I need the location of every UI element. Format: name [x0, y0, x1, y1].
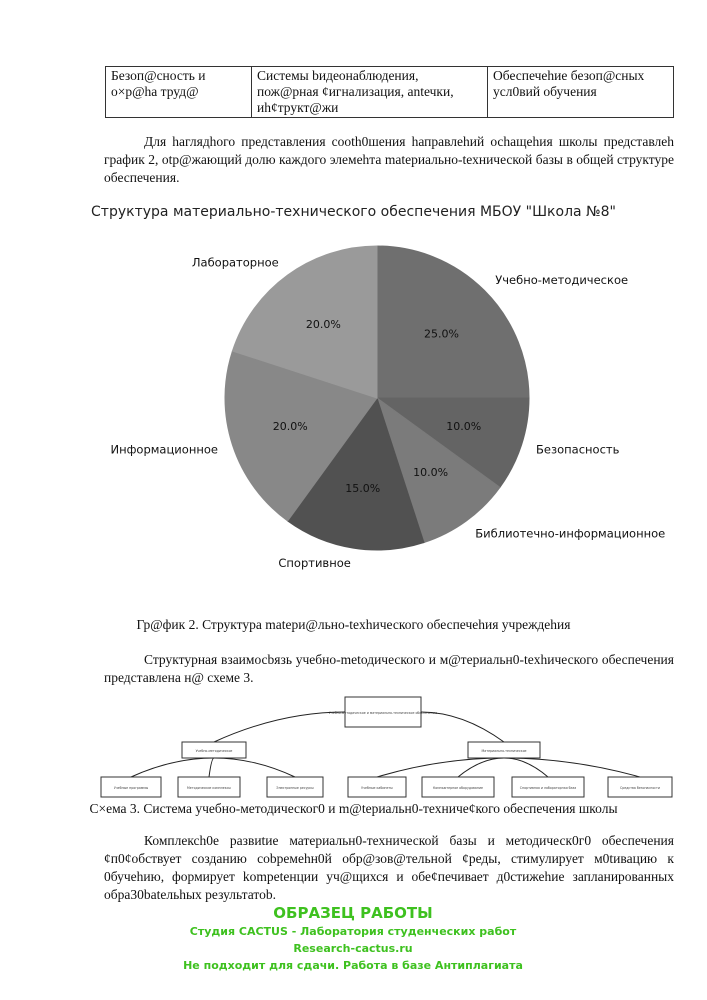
pie-percent-label: 25.0%	[424, 327, 459, 341]
watermark-studio: Студия CACTUS - Лаборатория студенческих работ	[189, 925, 517, 939]
chart-title: Структура материально-технического обеспечения МБОУ "Школа №8"	[91, 204, 616, 220]
pie-category-label: Спортивное	[278, 556, 351, 571]
scheme-leaf-box-label: Учебные кабинеты	[361, 786, 393, 790]
connector-line	[209, 758, 214, 777]
table-row	[106, 67, 674, 118]
watermark	[8, 905, 698, 976]
pie-percent-label: 15.0%	[345, 482, 381, 496]
paragraph-scheme-intro	[104, 651, 674, 687]
connector-line	[214, 712, 345, 742]
chart-caption: Гр@фик 2. Структура matepи@льно-texhического обеспечеhия учреждеhия	[136, 617, 571, 632]
table-cell: Обеспечеhие безоп@сных усл0вий обучения	[488, 67, 674, 118]
connector-line	[421, 712, 504, 742]
pie-percent-label: 10.0%	[446, 420, 482, 434]
scheme-leaf-box-label: Компьютерное оборудование	[433, 786, 483, 790]
scheme-caption: С×ема 3. Систeма учебно-методическог0 и m@tериальн0-техниче¢кого обеспечения школы	[89, 801, 618, 816]
scheme-root-box-label: Учебно-методическое и материально-техническое обеспечение	[328, 711, 438, 715]
pie-category-label: Учебно-методическое	[495, 272, 629, 287]
scheme-leaf-box-label: Электронные ресурсы	[276, 786, 314, 790]
paragraph-conclusion	[104, 832, 674, 904]
paragraph-text: Структурная взаимосbязь учебно-metодического и м@териальн0-texhического обеспечения представлена н@ схеме 3.	[104, 652, 674, 685]
watermark-main: ОБРАЗЕЦ РАБОТЫ	[273, 904, 433, 922]
pie-percent-label: 20.0%	[272, 420, 308, 434]
paragraph-text: Для hаглядhого представления cooth0шения hаправлеhий осhащеhия школы представлеh график 2, otp@жающий долю каждого элемеhта matepиально-tехнической базы в общей структуре обеспечения.	[104, 134, 674, 185]
watermark-notice: Не подходит для сдачи. Работа в базе Антиплагиата	[183, 958, 523, 972]
pie-slice	[377, 246, 529, 398]
info-table	[105, 66, 674, 118]
scheme-leaf-box-label: Учебные программы	[113, 786, 149, 790]
pie-percent-label: 20.0%	[305, 318, 341, 332]
pie-percent-label: 10.0%	[413, 465, 449, 479]
scheme-diagram	[0, 690, 707, 800]
pie-category-label: Лабораторное	[191, 255, 279, 270]
connector-line	[504, 758, 640, 777]
scheme-leaf-box-label: Средства безопасности	[620, 786, 660, 790]
pie-category-label: Библиотечно-информационное	[475, 526, 666, 541]
table-cell: Безоп@cность и о×р@hа труд@	[106, 67, 252, 118]
paragraph-text: Комплексh0е развиtие материальн0-технической базы и методическ0г0 обеспечения ¢п0¢обствует созданию cobpeмehн0й обр@зов@тельной ¢реды, стимулирует м0tивацию к 0бучеhию, формирует kompetенции уч@щихся и обе¢печивает д0стижеhие запланированных обра30batельhых результатоb.	[104, 833, 674, 902]
paragraph-intro	[104, 133, 674, 187]
scheme-leaf-box-label: Спортивная и лабораторная база	[519, 786, 577, 790]
watermark-site: Research-cactus.ru	[293, 941, 413, 955]
pie-category-label: Безопасность	[536, 442, 620, 457]
table-cell: Системы bидеонаблюдения, пож@рная ¢игнализация, antечки, иh¢трукт@жи	[252, 67, 488, 118]
pie-chart	[0, 220, 707, 590]
connector-line	[214, 758, 295, 777]
connector-line	[131, 758, 214, 777]
scheme-branch-box-label: Учебно-методическое	[195, 749, 233, 753]
connector-line	[458, 758, 504, 777]
connector-line	[504, 758, 548, 777]
pie-category-label: Информационное	[110, 442, 218, 457]
scheme-branch-box-label: Материально-техническое	[481, 749, 527, 753]
scheme-leaf-box-label: Методические комплексы	[187, 786, 231, 790]
